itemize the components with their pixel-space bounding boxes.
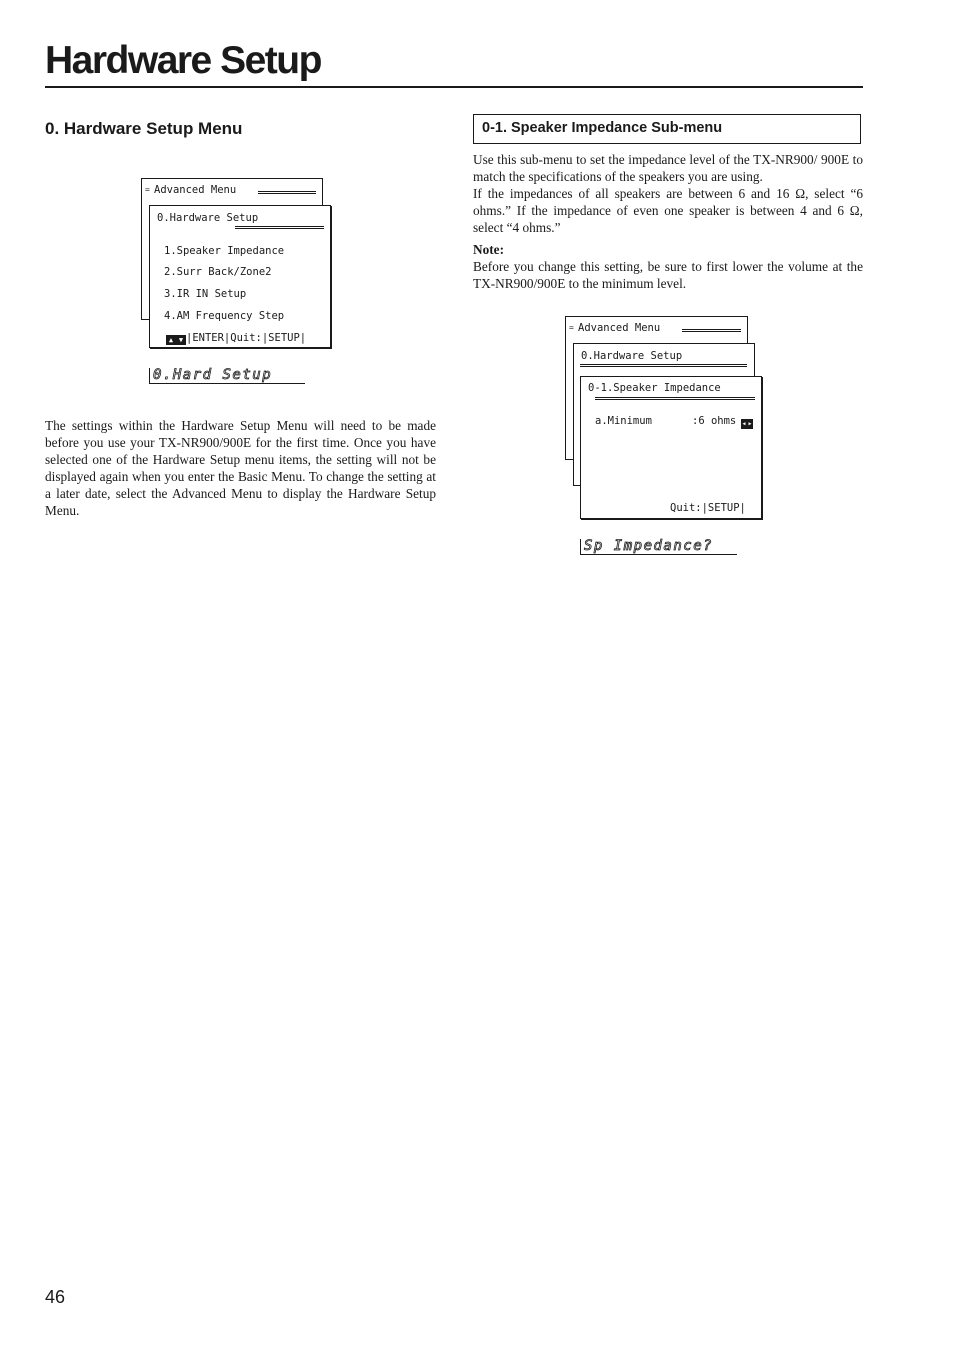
title-underline: [580, 364, 747, 367]
subsection-title: 0-1. Speaker Impedance Sub-menu: [473, 114, 861, 144]
note-block: [473, 241, 863, 292]
lcd-display: Sp Impedance?: [580, 539, 737, 555]
menu-item: 4.AM Frequency Step: [164, 310, 285, 322]
option-label: a.Minimum: [595, 415, 652, 427]
menu-title: Advanced Menu: [154, 184, 237, 196]
note-text: Before you change this setting, be sure to first lower the volume at the TX-NR900/900E to the minimum level.: [473, 259, 863, 291]
menu-marker-icon: =: [145, 185, 150, 194]
hardware-setup-panel: [149, 205, 331, 348]
footer-text: |ENTER|Quit:|SETUP|: [186, 332, 307, 344]
menu-footer: Quit:|SETUP|: [670, 502, 746, 514]
menu-title: Advanced Menu: [578, 322, 661, 334]
title-rule: [45, 86, 863, 88]
menu-item: 3.IR IN Setup: [164, 288, 247, 300]
section-title: 0. Hardware Setup Menu: [45, 119, 243, 138]
up-arrow-icon: ▲: [166, 335, 176, 345]
speaker-impedance-panel: [580, 376, 762, 519]
option-value: :6 ohms: [692, 415, 737, 427]
panel-title: 0.Hardware Setup: [581, 350, 683, 362]
left-right-arrow-icon: ◀ ▶: [742, 421, 752, 427]
down-arrow-icon: ▼: [176, 335, 186, 345]
panel-title: 0.Hardware Setup: [157, 212, 259, 224]
note-label: Note:: [473, 242, 505, 257]
title-underline: [682, 329, 741, 332]
menu-footer: [166, 332, 306, 345]
panel-title: 0-1.Speaker Impedance: [588, 382, 721, 394]
description-paragraph: Use this sub-menu to set the impedance level of the TX-NR900/ 900E to match the specifications of the speakers you are using.: [473, 152, 863, 184]
title-underline: [595, 397, 755, 400]
menu-item: 1.Speaker Impedance: [164, 245, 285, 257]
page-number: 46: [45, 1287, 66, 1307]
title-underline: [258, 191, 316, 194]
description-paragraph: If the impedances of all speakers are between 6 and 16 Ω, select “6 ohms.” If the impedance of even one speaker is between 4 and 6 Ω, select “4 ohms.”: [473, 186, 863, 235]
right-column-text: [473, 151, 863, 292]
title-underline: [235, 226, 324, 229]
menu-marker-icon: =: [569, 323, 574, 332]
lcd-display: 0.Hard Setup: [149, 368, 305, 384]
intro-paragraph: The settings within the Hardware Setup Menu will need to be made before you use your TX-NR900/900E for the first time. Once you have selected one of the Hardware Setup menu items, the setting will not be displayed again when you enter the Basic Menu. To change the setting at a later date, select the Advanced Menu to display the Hardware Setup Menu.: [45, 418, 436, 518]
menu-item: 2.Surr Back/Zone2: [164, 266, 272, 278]
page-title: Hardware Setup: [45, 39, 321, 82]
